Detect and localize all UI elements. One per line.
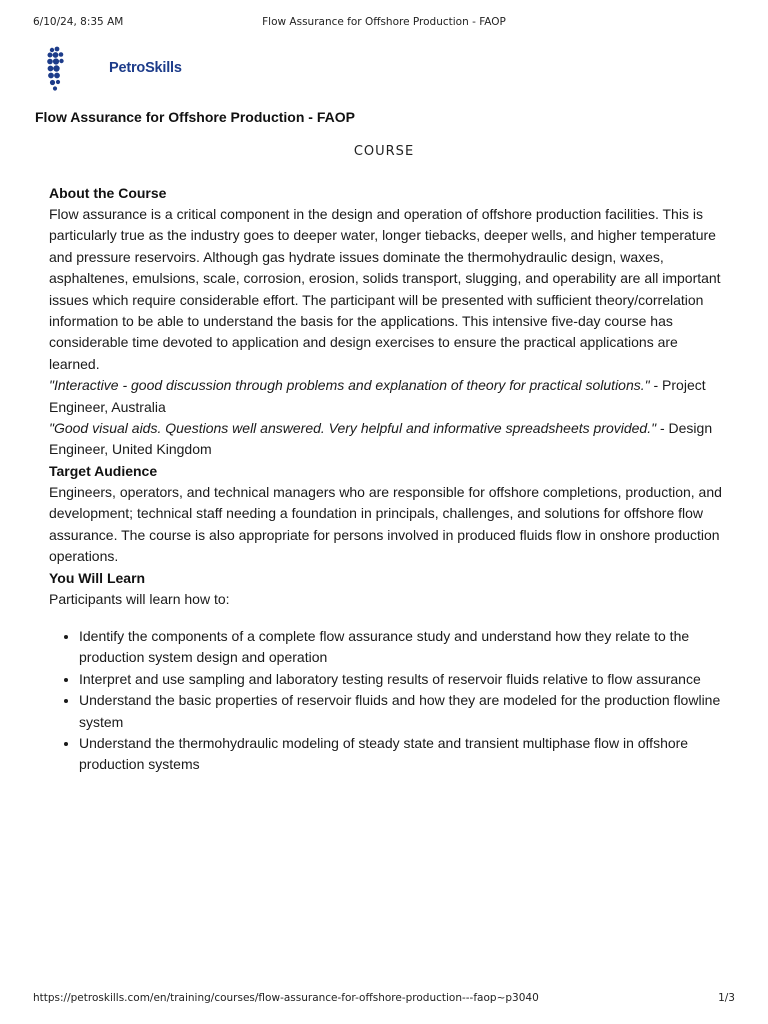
petroskills-dots-logo-icon xyxy=(46,44,64,94)
testimonial-quote: "Good visual aids. Questions well answered. Very helpful and informative spreadsheets provided." xyxy=(49,420,657,437)
learn-item: • Interpret and use sampling and laboratory testing results of reservoir fluids relative to flow assurance xyxy=(79,669,725,690)
petroskills-logo[interactable] xyxy=(46,44,182,94)
about-heading: About the Course xyxy=(49,185,167,201)
learn-list xyxy=(49,626,725,776)
audience-body: Engineers, operators, and technical managers who are responsible for offshore completions, production, and development; technical staff needing a foundation in principals, challenges, and solutions for offshore flow assurance. The course is also appropriate for persons involved in produced fluids flow in onshore production operations. xyxy=(49,483,722,565)
course-label: COURSE xyxy=(353,144,415,159)
page-url-link[interactable]: https://petroskills.com/en/training/courses/flow-assurance-for-offshore-production---faop~p3040 xyxy=(33,992,539,1004)
testimonial-author: - Project Engineer, Australia xyxy=(49,377,706,415)
learn-item: • Identify the components of a complete flow assurance study and understand how they relate to the production system design and operation xyxy=(79,626,725,669)
learn-item: • Understand the thermohydraulic modeling of steady state and transient multiphase flow in offshore production systems xyxy=(79,733,725,776)
learn-intro: Participants will learn how to: xyxy=(49,590,230,607)
print-date: 6/10/24, 8:35 AM xyxy=(33,16,124,28)
print-title: Flow Assurance for Offshore Production - FAOP xyxy=(262,16,506,28)
testimonial-author: - Design Engineer, United Kingdom xyxy=(49,420,713,458)
print-header xyxy=(0,16,768,32)
about-body: Flow assurance is a critical component in the design and operation of offshore production facilities. This is particularly true as the industry goes to deeper water, longer tiebacks, deeper wells, and higher temperature and pressure reservoirs. Although gas hydrate issues dominate the thermohydraulic design, waxes, asphaltenes, emulsions, scale, corrosion, erosion, solids transport, slugging, and operability are all important issues which require considerable effort. The participant will be presented with sufficient theory/correlation information to be able to understand the basis for the applications. This intensive five-day course has considerable time devoted to application and design exercises to ensure the practical applications are learned. xyxy=(49,206,721,372)
learn-item: • Understand the basic properties of reservoir fluids and how they are modeled for the production flowline system xyxy=(79,690,725,733)
testimonial xyxy=(49,418,725,461)
course-content xyxy=(49,183,725,776)
page-title: Flow Assurance for Offshore Production - FAOP xyxy=(35,109,355,125)
audience-heading: Target Audience xyxy=(49,462,158,479)
learn-heading: You Will Learn xyxy=(49,569,146,586)
logo-text: PetroSkills xyxy=(109,60,182,76)
print-footer xyxy=(0,992,768,1006)
testimonial-quote: "Interactive - good discussion through problems and explanation of theory for practical solutions." xyxy=(49,377,650,394)
testimonial xyxy=(49,375,725,418)
page-number: 1/3 xyxy=(718,992,735,1004)
